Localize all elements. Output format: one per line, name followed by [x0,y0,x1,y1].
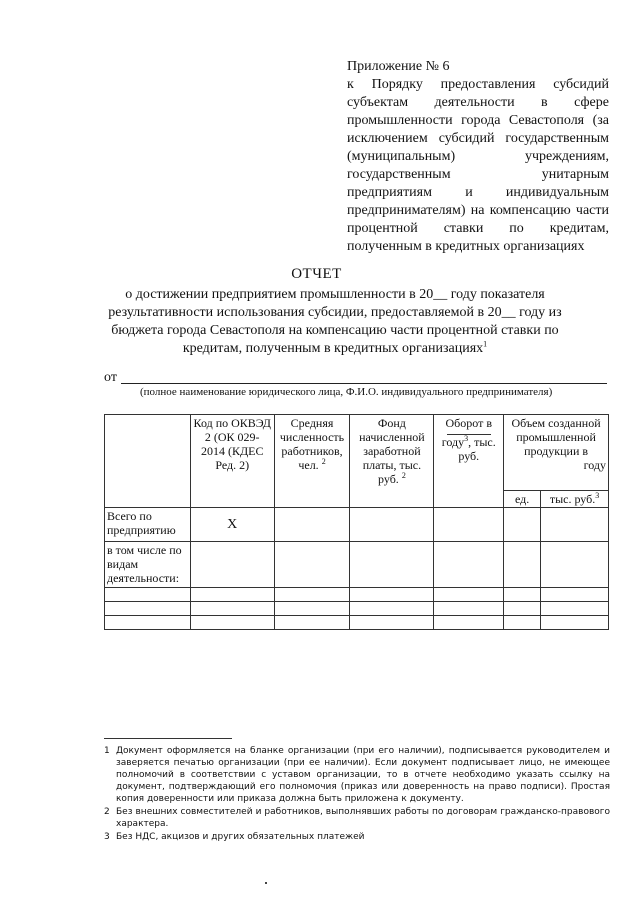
table-cell[interactable] [504,542,541,588]
header-staff [274,415,350,508]
table-cell[interactable] [434,616,504,630]
table-cell[interactable] [190,588,274,602]
table-cell[interactable] [274,588,350,602]
table-cell[interactable] [350,616,434,630]
row-total-code: Х [190,508,274,542]
footnote-1 [104,745,610,805]
header-code [190,415,274,508]
footnote-text: Без внешних совместителей и работников, выполнявших работы по договорам гражданско-правового характера. [116,807,610,829]
table-cell[interactable] [190,602,274,616]
footnote-number: 3 [104,832,110,842]
footnote-separator [104,738,232,739]
header-fund-text: Фонд начисленной заработной платы, тыс. руб. [359,416,425,486]
header-empty [105,415,191,508]
table-cell[interactable] [434,508,504,542]
table-cell[interactable] [105,616,191,630]
report-subtitle [100,286,570,358]
header-turnover [434,415,504,508]
table-cell[interactable] [434,588,504,602]
table-cell[interactable] [350,602,434,616]
footnote-ref: 1 [483,339,488,349]
footnote-ref: 2 [321,457,326,466]
table-cell[interactable] [350,542,434,588]
table-cell[interactable] [541,542,609,588]
table-cell[interactable] [190,542,274,588]
header-volume [504,415,609,491]
header-volume-year: году [583,458,606,472]
footnote-text: Без НДС, акцизов и других обязательных платежей [116,832,365,842]
footnote-2 [104,806,610,830]
header-volume-text: Объем созданной промышленной продукции в [511,416,601,458]
table-cell[interactable] [190,616,274,630]
from-label: от [104,370,117,385]
table-cell[interactable] [274,542,350,588]
table-cell[interactable] [541,616,609,630]
report-title: ОТЧЕТ [291,266,342,282]
table-cell[interactable] [274,508,350,542]
table-cell[interactable] [504,508,541,542]
footnote-number: 1 [104,746,110,756]
appendix-text: к Порядку предоставления субсидий субъектам деятельности в сфере промышленности города Севастополя (за исключением субсидий государственным (муниципальным) учреждениям, государственным унитарным предприятиям и индивидуальным предпринимателям) на компенсацию части процентной ставки по кредитам, полученным в кредитных организациях [347,77,609,254]
table-cell[interactable] [541,602,609,616]
footnote-text: Документ оформляется на бланке организации (при его наличии), подписывается руководителем и заверяется печатью организации (при ее наличии). Если документ подписывает лицо, не имеющее полномочий в соответствии с уставом организации, то в отчете необходимо указать ссылку на документ, подтверждающий его полномочия (приказ или доверенность на право подписи). Простая копия доверенности или приказа должна быть приложена к документу. [116,746,610,804]
table-cell[interactable] [434,602,504,616]
report-table [104,414,609,630]
header-unit-rub [541,491,609,508]
footnote-ref: 3 [464,434,469,443]
table-cell[interactable] [541,588,609,602]
header-code-text: Код по ОКВЭД 2 (ОК 029-2014 (КДЕС Ред. 2) [193,416,271,472]
header-staff-text: Средняя численность работников, чел. [279,416,345,472]
table-cell[interactable] [105,602,191,616]
from-hint: (полное наименование юридического лица, Ф.И.О. индивидуального предпринимателя) [140,386,553,398]
table-cell[interactable] [504,588,541,602]
footnote-number: 2 [104,807,110,817]
table-cell[interactable] [504,616,541,630]
header-unit-ed: ед. [504,491,541,508]
scan-dot [265,882,267,884]
table-cell[interactable] [541,508,609,542]
table-cell[interactable] [434,542,504,588]
header-fund [350,415,434,508]
report-subtitle-text: о достижении предприятием промышленности в 20__ году показателя результативности использования субсидии, предоставляемой в 20__ году из бюджета города Севастополя на компенсацию части процентной ставки по кредитам, полученным в кредитных организациях [108,287,562,356]
row-total-label: Всего по предприятию [105,508,191,542]
table-cell[interactable] [350,588,434,602]
table-cell[interactable] [504,602,541,616]
header-turnover-year: году [441,435,465,449]
footnotes [104,745,610,844]
table-cell[interactable] [350,508,434,542]
header-turnover-unit: , тыс. руб. [458,435,496,463]
footnote-ref: 3 [595,491,600,500]
header-unit-rub-text: тыс. руб. [549,492,596,506]
table-cell[interactable] [105,588,191,602]
table-cell[interactable] [274,602,350,616]
from-underline [121,383,607,384]
footnote-3 [104,831,610,843]
row-incl-label: в том числе по видам деятельности: [105,542,191,588]
header-turnover-top: Оборот в [445,416,493,430]
appendix-title: Приложение № 6 [347,59,450,74]
appendix-block [347,58,609,256]
footnote-ref: 2 [401,471,406,480]
table-cell[interactable] [274,616,350,630]
